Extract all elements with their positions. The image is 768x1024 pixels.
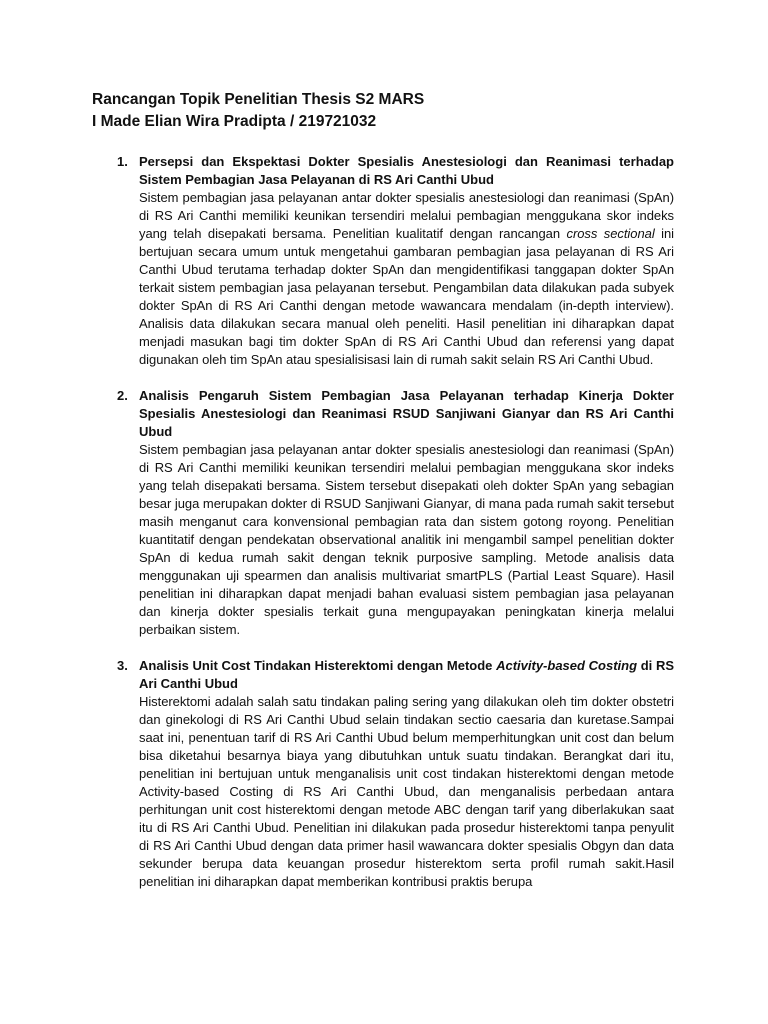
text-span: Sistem pembagian jasa pelayanan antar dokter spesialis anestesiologi dan reanimasi (SpAn) di RS Ari Canthi memiliki keunikan tersendiri melalui pembagian menggukana skor indeks yang telah disepakati bersama. Penelitian kualitatif dengan rancangan xyxy=(139,190,674,241)
topic-description: Histerektomi adalah salah satu tindakan paling sering yang dilakukan oleh tim dokter obstetri dan ginekologi di RS Ari Canthi Ubud selain tindakan sectio caesaria dan kuretase.Sampai saat ini, penentuan tarif di RS Ari Canthi Ubud belum memperhitungkan unit cost dan belum bisa diketahui besarnya biaya yang dibutuhkan untuk suatu tindakan. Berangkat dari itu, penelitian ini bertujuan untuk menganalisis unit cost tindakan histerektomi dengan metode Activity-based Costing di RS Ari Canthi Ubud, dan menganalisis perbedaan antara perhitungan unit cost histerektomi dengan metode ABC dengan tarif yang diberlakukan saat itu di RS Ari Canthi Ubud. Penelitian ini dilakukan pada prosedur histerektomi tanpa penyulit di RS Ari Canthi Ubud dengan data primer hasil wawancara dokter spesialis Obgyn dan data sekunder berupa data keuangan prosedur histerektom serta profil rumah sakit.Hasil penelitian ini diharapkan dapat memberikan kontribusi praktis berupa xyxy=(139,694,674,889)
topic-item-2 xyxy=(92,387,674,639)
topic-description xyxy=(139,189,674,369)
text-span: Analisis Unit Cost Tindakan Histerektomi dengan Metode xyxy=(139,658,497,673)
topic-heading: Analisis Pengaruh Sistem Pembagian Jasa Pelayanan terhadap Kinerja Dokter Spesialis Anestesiologi dan Reanimasi RSUD Sanjiwani Gianyar dan RS Ari Canthi Ubud xyxy=(139,388,674,439)
topic-number: 3. xyxy=(117,658,128,673)
text-span: di RS Ari Canthi Ubud xyxy=(139,658,675,691)
topic-list xyxy=(92,153,674,891)
title-line-1: Rancangan Topik Penelitian Thesis S2 MARS xyxy=(92,91,425,108)
italic-term: Activity-based Costing xyxy=(496,658,638,673)
title-line-2: I Made Elian Wira Pradipta / 219721032 xyxy=(92,113,377,130)
topic-item-1 xyxy=(92,153,674,369)
document-title xyxy=(92,89,674,133)
topic-description: Sistem pembagian jasa pelayanan antar dokter spesialis anestesiologi dan reanimasi (SpAn) di RS Ari Canthi memiliki keunikan tersendiri melalui pembagian menggukana skor indeks yang telah disepakati bersama. Sistem tersebut disepakati oleh dokter SpAn yang sebagian besar juga merupakan dokter di RSUD Sanjiwani Gianyar, di mana pada rumah sakit tersebut masih menganut cara konvensional pembagian rata dan sistem gotong royong. Penelitian kuantitatif dengan pendekatan observational analitik ini mengambil sampel penelitian dokter SpAn di kedua rumah sakit dengan teknik purposive sampling. Metode analisis data menggunakan uji spearmen dan analisis multivariat smartPLS (Partial Least Square). Hasil penelitian ini diharapkan dapat menjadi bahan evaluasi sistem pembagian jasa pelayanan dan kinerja dokter spesialis terkait guna mengupayakan peningkatan kinerja melalui perbaikan sistem. xyxy=(139,442,674,637)
topic-heading xyxy=(139,657,674,693)
topic-number: 2. xyxy=(117,388,128,403)
italic-term: cross sectional xyxy=(566,226,655,241)
topic-heading: Persepsi dan Ekspektasi Dokter Spesialis Anestesiologi dan Reanimasi terhadap Sistem Pembagian Jasa Pelayanan di RS Ari Canthi Ubud xyxy=(139,154,674,187)
text-span: ini bertujuan secara umum untuk mengetahui gambaran pembagian jasa pelayanan di RS Ari Canthi Ubud terutama terhadap dokter SpAn dan mengidentifikasi tanggapan dokter SpAn terkait sistem pembagian jasa pelayanan tersebut. Pengambilan data dilakukan pada subyek dokter SpAn di RS Ari Canthi dengan metode wawancara mendalam (in-depth interview). Analisis data dilakukan secara manual oleh peneliti. Hasil penelitian ini diharapkan dapat menjadi masukan bagi tim dokter SpAn di RS Ari Canthi Ubud dan referensi yang dapat digunakan oleh tim SpAn atau spesialisisasi lain di rumah sakit selain RS Ari Canthi Ubud. xyxy=(139,226,674,367)
topic-item-3 xyxy=(92,657,674,891)
topic-number: 1. xyxy=(117,154,128,169)
